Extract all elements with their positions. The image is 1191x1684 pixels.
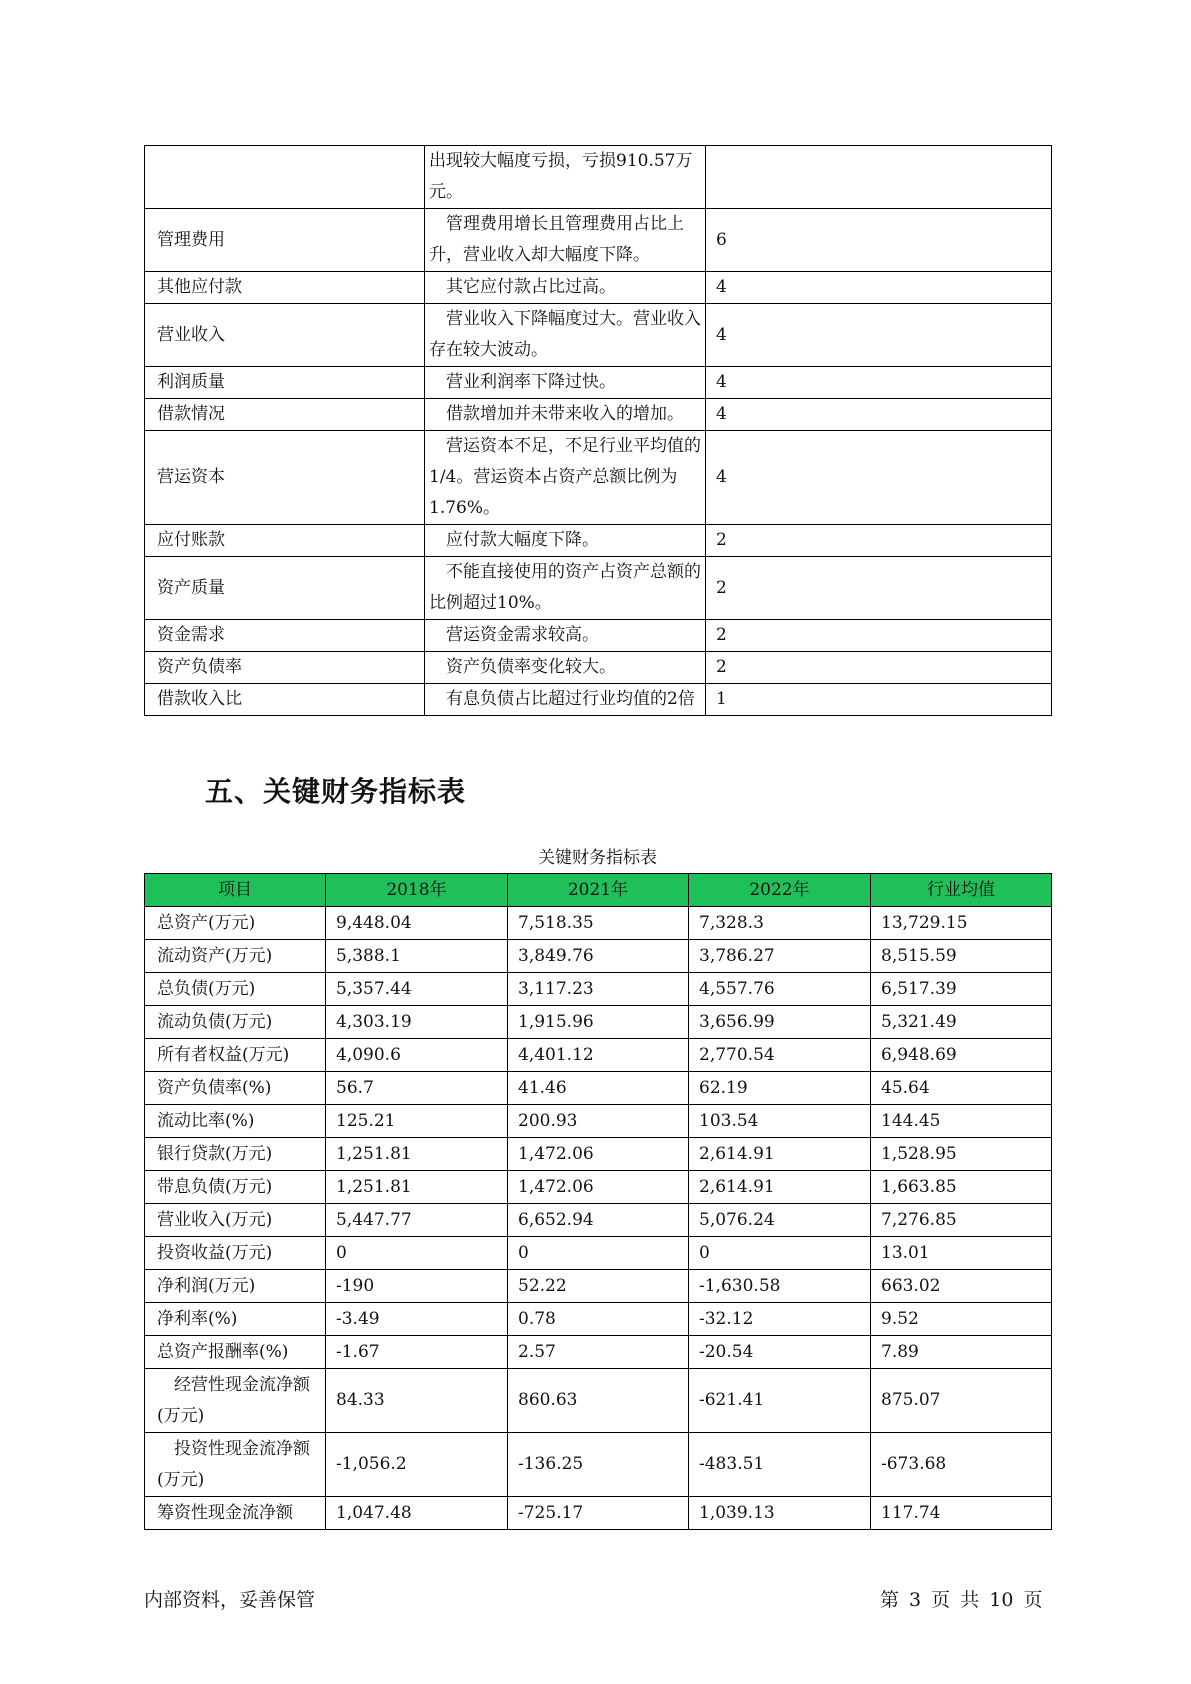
value-industry-avg-cell: 13,729.15 — [871, 907, 1052, 940]
table-row — [145, 272, 1052, 304]
risk-description-cell: 营运资金需求较高。 — [425, 620, 706, 652]
risk-score-cell: 4 — [706, 431, 1052, 525]
value-2018-cell: 56.7 — [326, 1072, 508, 1105]
footer-page-number: 第 3 页 共 10 页 — [880, 1589, 1043, 1611]
table-row — [145, 1039, 1052, 1072]
table-row — [145, 684, 1052, 716]
header-2021: 2021年 — [508, 874, 689, 907]
indicator-label-cell: 筹资性现金流净额 — [145, 1497, 326, 1530]
risk-description-cell: 营业利润率下降过快。 — [425, 367, 706, 399]
value-2021-cell: 1,472.06 — [508, 1138, 689, 1171]
indicator-label-cell: 流动比率(%) — [145, 1105, 326, 1138]
indicator-label-cell: 总资产报酬率(%) — [145, 1336, 326, 1369]
table-row — [145, 1204, 1052, 1237]
header-item: 项目 — [145, 874, 326, 907]
risk-item-cell: 其他应付款 — [145, 272, 425, 304]
risk-description-cell: 管理费用增长且管理费用占比上升，营业收入却大幅度下降。 — [425, 209, 706, 272]
value-2022-cell: 62.19 — [689, 1072, 871, 1105]
table-row — [145, 1497, 1052, 1530]
indicator-label-cell: 净利率(%) — [145, 1303, 326, 1336]
table-row — [145, 1369, 1052, 1433]
indicator-label-cell: 净利润(万元) — [145, 1270, 326, 1303]
risk-item-cell: 资产负债率 — [145, 652, 425, 684]
value-2018-cell: 0 — [326, 1237, 508, 1270]
value-2018-cell: 1,047.48 — [326, 1497, 508, 1530]
value-2018-cell: -1.67 — [326, 1336, 508, 1369]
table-row — [145, 1303, 1052, 1336]
risk-score-cell: 4 — [706, 367, 1052, 399]
value-2018-cell: 4,303.19 — [326, 1006, 508, 1039]
indicator-label-cell: 投资性现金流净额(万元) — [145, 1433, 326, 1497]
risk-item-cell: 营业收入 — [145, 304, 425, 367]
table-row — [145, 431, 1052, 525]
value-2021-cell: 52.22 — [508, 1270, 689, 1303]
table-caption: 关键财务指标表 — [538, 848, 657, 868]
financial-table-body — [145, 907, 1052, 1530]
value-industry-avg-cell: 1,663.85 — [871, 1171, 1052, 1204]
indicator-label-cell: 营业收入(万元) — [145, 1204, 326, 1237]
header-2022: 2022年 — [689, 874, 871, 907]
table-header-row — [145, 874, 1052, 907]
table-row — [145, 367, 1052, 399]
value-2018-cell: 9,448.04 — [326, 907, 508, 940]
risk-item-cell: 资产质量 — [145, 557, 425, 620]
value-industry-avg-cell: 8,515.59 — [871, 940, 1052, 973]
value-2018-cell: 84.33 — [326, 1369, 508, 1433]
table-row — [145, 1171, 1052, 1204]
value-2021-cell: 6,652.94 — [508, 1204, 689, 1237]
risk-score-cell: 4 — [706, 399, 1052, 431]
value-2022-cell: -621.41 — [689, 1369, 871, 1433]
indicator-label-cell: 流动负债(万元) — [145, 1006, 326, 1039]
value-2022-cell: 2,614.91 — [689, 1138, 871, 1171]
value-2021-cell: 3,117.23 — [508, 973, 689, 1006]
risk-score-cell: 4 — [706, 272, 1052, 304]
value-2021-cell: 1,915.96 — [508, 1006, 689, 1039]
value-industry-avg-cell: 45.64 — [871, 1072, 1052, 1105]
indicator-label-cell: 流动资产(万元) — [145, 940, 326, 973]
risk-item-cell: 资金需求 — [145, 620, 425, 652]
risk-item-cell: 管理费用 — [145, 209, 425, 272]
risk-description-cell: 资产负债率变化较大。 — [425, 652, 706, 684]
value-2022-cell: -32.12 — [689, 1303, 871, 1336]
value-2018-cell: -3.49 — [326, 1303, 508, 1336]
risk-description-cell: 应付款大幅度下降。 — [425, 525, 706, 557]
risk-item-cell: 利润质量 — [145, 367, 425, 399]
value-2018-cell: -1,056.2 — [326, 1433, 508, 1497]
risk-description-cell: 营运资本不足，不足行业平均值的1/4。营运资本占资产总额比例为1.76%。 — [425, 431, 706, 525]
value-2018-cell: 1,251.81 — [326, 1171, 508, 1204]
value-2022-cell: 2,614.91 — [689, 1171, 871, 1204]
table-row — [145, 1270, 1052, 1303]
value-2018-cell: 1,251.81 — [326, 1138, 508, 1171]
risk-score-cell: 4 — [706, 304, 1052, 367]
value-2022-cell: -483.51 — [689, 1433, 871, 1497]
value-2021-cell: 3,849.76 — [508, 940, 689, 973]
indicator-label-cell: 银行贷款(万元) — [145, 1138, 326, 1171]
indicator-label-cell: 总资产(万元) — [145, 907, 326, 940]
indicator-label-cell: 带息负债(万元) — [145, 1171, 326, 1204]
risk-item-cell — [145, 146, 425, 209]
value-2021-cell: 860.63 — [508, 1369, 689, 1433]
value-industry-avg-cell: 144.45 — [871, 1105, 1052, 1138]
value-2021-cell: 7,518.35 — [508, 907, 689, 940]
value-2021-cell: 200.93 — [508, 1105, 689, 1138]
indicator-label-cell: 总负债(万元) — [145, 973, 326, 1006]
footer-confidential-note: 内部资料，妥善保管 — [144, 1589, 316, 1611]
risk-item-cell: 借款收入比 — [145, 684, 425, 716]
risk-score-cell — [706, 146, 1052, 209]
value-industry-avg-cell: 13.01 — [871, 1237, 1052, 1270]
risk-score-cell: 2 — [706, 652, 1052, 684]
table-row — [145, 304, 1052, 367]
value-2018-cell: -190 — [326, 1270, 508, 1303]
value-2018-cell: 125.21 — [326, 1105, 508, 1138]
table-row — [145, 1433, 1052, 1497]
value-2022-cell: 3,786.27 — [689, 940, 871, 973]
table-row — [145, 399, 1052, 431]
value-2022-cell: 1,039.13 — [689, 1497, 871, 1530]
table-row — [145, 1138, 1052, 1171]
value-industry-avg-cell: 5,321.49 — [871, 1006, 1052, 1039]
value-2018-cell: 4,090.6 — [326, 1039, 508, 1072]
risk-score-cell: 2 — [706, 557, 1052, 620]
value-2021-cell: 41.46 — [508, 1072, 689, 1105]
value-industry-avg-cell: 875.07 — [871, 1369, 1052, 1433]
value-industry-avg-cell: 6,948.69 — [871, 1039, 1052, 1072]
table-row — [145, 907, 1052, 940]
indicator-label-cell: 资产负债率(%) — [145, 1072, 326, 1105]
table-row — [145, 652, 1052, 684]
risk-description-cell: 借款增加并未带来收入的增加。 — [425, 399, 706, 431]
risk-description-cell: 其它应付款占比过高。 — [425, 272, 706, 304]
value-2022-cell: -1,630.58 — [689, 1270, 871, 1303]
risk-description-cell: 出现较大幅度亏损，亏损910.57万元。 — [425, 146, 706, 209]
value-2022-cell: 4,557.76 — [689, 973, 871, 1006]
risk-score-cell: 2 — [706, 620, 1052, 652]
value-2021-cell: 0 — [508, 1237, 689, 1270]
risk-score-cell: 1 — [706, 684, 1052, 716]
value-2022-cell: 0 — [689, 1237, 871, 1270]
risk-description-cell: 营业收入下降幅度过大。营业收入存在较大波动。 — [425, 304, 706, 367]
value-2022-cell: 3,656.99 — [689, 1006, 871, 1039]
value-industry-avg-cell: 663.02 — [871, 1270, 1052, 1303]
table-row — [145, 940, 1052, 973]
value-2018-cell: 5,388.1 — [326, 940, 508, 973]
value-industry-avg-cell: -673.68 — [871, 1433, 1052, 1497]
value-2021-cell: -725.17 — [508, 1497, 689, 1530]
value-2021-cell: 4,401.12 — [508, 1039, 689, 1072]
risk-score-cell: 6 — [706, 209, 1052, 272]
value-industry-avg-cell: 9.52 — [871, 1303, 1052, 1336]
risk-table — [144, 145, 1052, 716]
table-row — [145, 1006, 1052, 1039]
value-2021-cell: -136.25 — [508, 1433, 689, 1497]
value-industry-avg-cell: 7,276.85 — [871, 1204, 1052, 1237]
table-row — [145, 1336, 1052, 1369]
section-title: 五、关键财务指标表 — [205, 775, 467, 808]
risk-score-cell: 2 — [706, 525, 1052, 557]
value-industry-avg-cell: 6,517.39 — [871, 973, 1052, 1006]
table-row — [145, 525, 1052, 557]
risk-item-cell: 借款情况 — [145, 399, 425, 431]
value-2021-cell: 0.78 — [508, 1303, 689, 1336]
indicator-label-cell: 经营性现金流净额(万元) — [145, 1369, 326, 1433]
risk-table-body — [145, 146, 1052, 716]
value-2021-cell: 1,472.06 — [508, 1171, 689, 1204]
table-row — [145, 209, 1052, 272]
value-industry-avg-cell: 7.89 — [871, 1336, 1052, 1369]
table-row — [145, 146, 1052, 209]
table-row — [145, 973, 1052, 1006]
risk-item-cell: 应付账款 — [145, 525, 425, 557]
value-2022-cell: -20.54 — [689, 1336, 871, 1369]
indicator-label-cell: 投资收益(万元) — [145, 1237, 326, 1270]
value-2018-cell: 5,447.77 — [326, 1204, 508, 1237]
value-2018-cell: 5,357.44 — [326, 973, 508, 1006]
table-row — [145, 620, 1052, 652]
value-2022-cell: 7,328.3 — [689, 907, 871, 940]
table-row — [145, 557, 1052, 620]
value-industry-avg-cell: 1,528.95 — [871, 1138, 1052, 1171]
indicator-label-cell: 所有者权益(万元) — [145, 1039, 326, 1072]
risk-item-cell: 营运资本 — [145, 431, 425, 525]
value-2022-cell: 5,076.24 — [689, 1204, 871, 1237]
value-2021-cell: 2.57 — [508, 1336, 689, 1369]
table-row — [145, 1237, 1052, 1270]
financial-indicators-table — [144, 873, 1052, 1530]
risk-description-cell: 有息负债占比超过行业均值的2倍 — [425, 684, 706, 716]
table-row — [145, 1072, 1052, 1105]
value-2022-cell: 103.54 — [689, 1105, 871, 1138]
risk-description-cell: 不能直接使用的资产占资产总额的比例超过10%。 — [425, 557, 706, 620]
header-2018: 2018年 — [326, 874, 508, 907]
value-industry-avg-cell: 117.74 — [871, 1497, 1052, 1530]
table-row — [145, 1105, 1052, 1138]
value-2022-cell: 2,770.54 — [689, 1039, 871, 1072]
header-industry-avg: 行业均值 — [871, 874, 1052, 907]
